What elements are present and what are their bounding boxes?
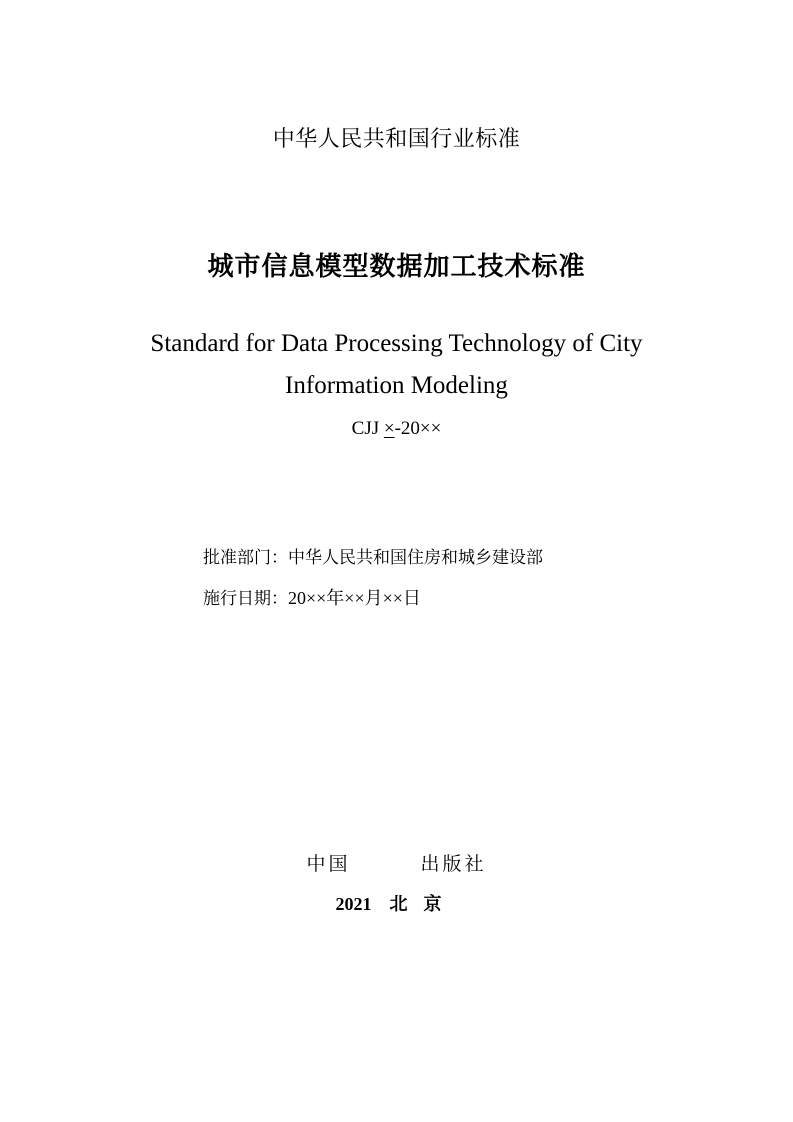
effective-date-label: 施行日期： <box>203 589 288 609</box>
standard-title-chinese: 城市信息模型数据加工技术标准 <box>207 252 586 282</box>
standard-title-english-line2: Information Modeling <box>285 372 508 399</box>
publisher-name-part2: 出版社 <box>420 853 487 875</box>
publication-footer <box>0 890 793 916</box>
standard-code-prefix: CJJ <box>351 418 384 439</box>
approver-row <box>203 543 543 568</box>
approver-label: 批准部门： <box>203 548 288 568</box>
standard-code-number: × <box>383 418 395 439</box>
standard-title-english-line1: Standard for Data Processing Technology of City <box>150 330 643 357</box>
approver-value: 中华人民共和国住房和城乡建设部 <box>288 548 543 568</box>
publication-city: 北京 <box>389 894 458 915</box>
publication-year: 2021 <box>335 894 372 914</box>
publisher-name-part1: 中国 <box>306 853 351 875</box>
standard-category: 中华人民共和国行业标准 <box>272 127 521 152</box>
standard-code-suffix: -20×× <box>394 418 442 439</box>
standard-code <box>0 418 793 440</box>
effective-date-value: 20××年××月××日 <box>288 588 421 608</box>
effective-date-row <box>203 584 421 610</box>
publisher <box>0 849 793 876</box>
